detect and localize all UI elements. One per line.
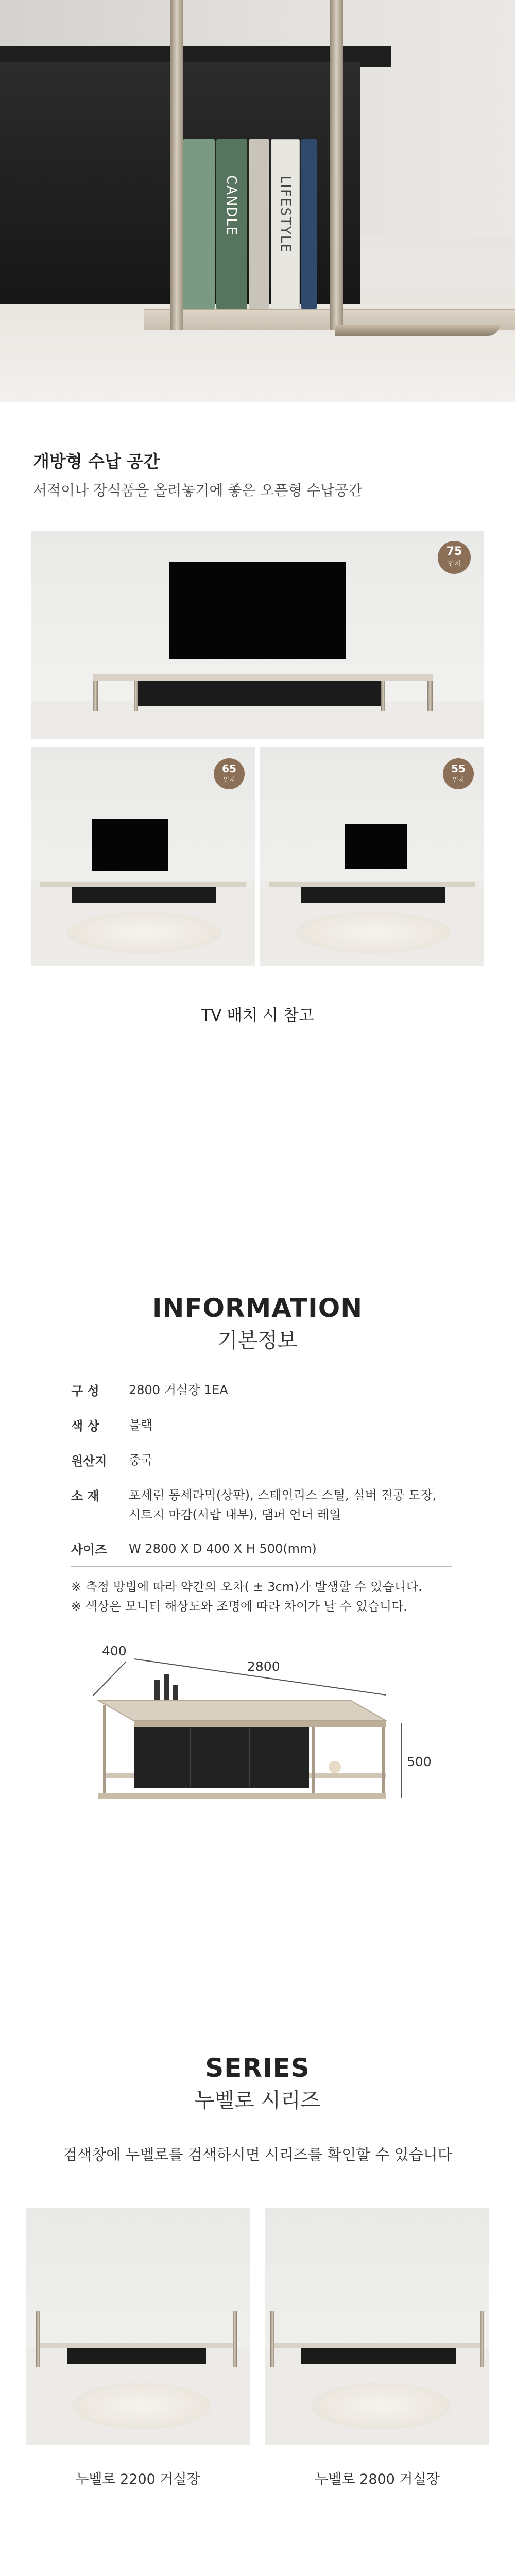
book: [271, 139, 300, 309]
rug: [67, 912, 221, 953]
tv-55-image: [260, 747, 484, 966]
height-label: 500: [407, 1754, 432, 1769]
spec-value: 블랙: [129, 1418, 153, 1432]
book: [183, 139, 215, 309]
spec-label: 구 성: [71, 1384, 99, 1398]
tv-screen: [169, 562, 346, 659]
tv-size-badge: 55 인치: [443, 758, 474, 789]
open-storage-title: 개방형 수납 공간: [33, 451, 160, 471]
steel-rail: [335, 325, 500, 336]
dimension-drawing: [77, 1638, 438, 1855]
series-description: 검색창에 누벨로를 검색하시면 시리즈를 확인할 수 있습니다: [63, 2146, 452, 2163]
spec-label: 소 재: [71, 1489, 99, 1503]
hero-photo: [0, 0, 515, 402]
series-subheading: 누벨로 시리즈: [194, 2089, 321, 2112]
width-label: 2800: [247, 1659, 280, 1674]
series-2800-image: [265, 2208, 489, 2445]
book-title: LIFESTYLE: [278, 176, 293, 253]
tv-65-image: [31, 747, 255, 966]
tv-guide-caption: TV 배치 시 참고: [201, 1006, 314, 1025]
book: [216, 139, 247, 309]
divider: [71, 1566, 452, 1567]
rug: [296, 912, 451, 953]
tv-screen: [92, 819, 168, 871]
console-drawers: [134, 681, 381, 706]
book-title: CANDLE: [224, 175, 239, 236]
book: [301, 139, 317, 309]
spec-value: 시트지 마감(서랍 내부), 댐퍼 언더 레일: [129, 1507, 341, 1522]
note: ※ 색상은 모니터 해상도와 조명에 따라 차이가 날 수 있습니다.: [71, 1599, 407, 1614]
information-subheading: 기본정보: [217, 1329, 298, 1352]
spec-label: 사이즈: [71, 1543, 107, 1557]
information-heading: INFORMATION: [152, 1293, 363, 1323]
spec-value: 포세린 통세라믹(상판), 스테인리스 스틸, 실버 진공 도장,: [129, 1488, 437, 1502]
depth-label: 400: [102, 1643, 127, 1658]
spec-value: 중국: [129, 1453, 153, 1467]
note: ※ 측정 방법에 따라 약간의 오차( ± 3cm)가 발생할 수 있습니다.: [71, 1580, 422, 1594]
spec-label: 원산지: [71, 1454, 107, 1468]
series-2200-image: [26, 2208, 250, 2445]
tv-size-badge: 65 인치: [214, 758, 245, 789]
spec-value: 2800 거실장 1EA: [129, 1383, 228, 1397]
steel-pole: [170, 0, 183, 330]
book: [249, 139, 269, 309]
series-label: 누벨로 2800 거실장: [315, 2471, 440, 2487]
spec-value: W 2800 X D 400 X H 500(mm): [129, 1541, 317, 1556]
series-label: 누벨로 2200 거실장: [75, 2471, 200, 2487]
spec-label: 색 상: [71, 1419, 99, 1433]
tv-screen: [345, 824, 407, 869]
tv-75-image: [31, 531, 484, 739]
series-heading: SERIES: [205, 2053, 310, 2083]
open-storage-description: 서적이나 장식품을 올려놓기에 좋은 오픈형 수납공간: [33, 482, 363, 499]
steel-pole: [330, 0, 343, 330]
console-top: [93, 674, 433, 681]
tv-size-badge: 75 인치: [438, 541, 471, 574]
